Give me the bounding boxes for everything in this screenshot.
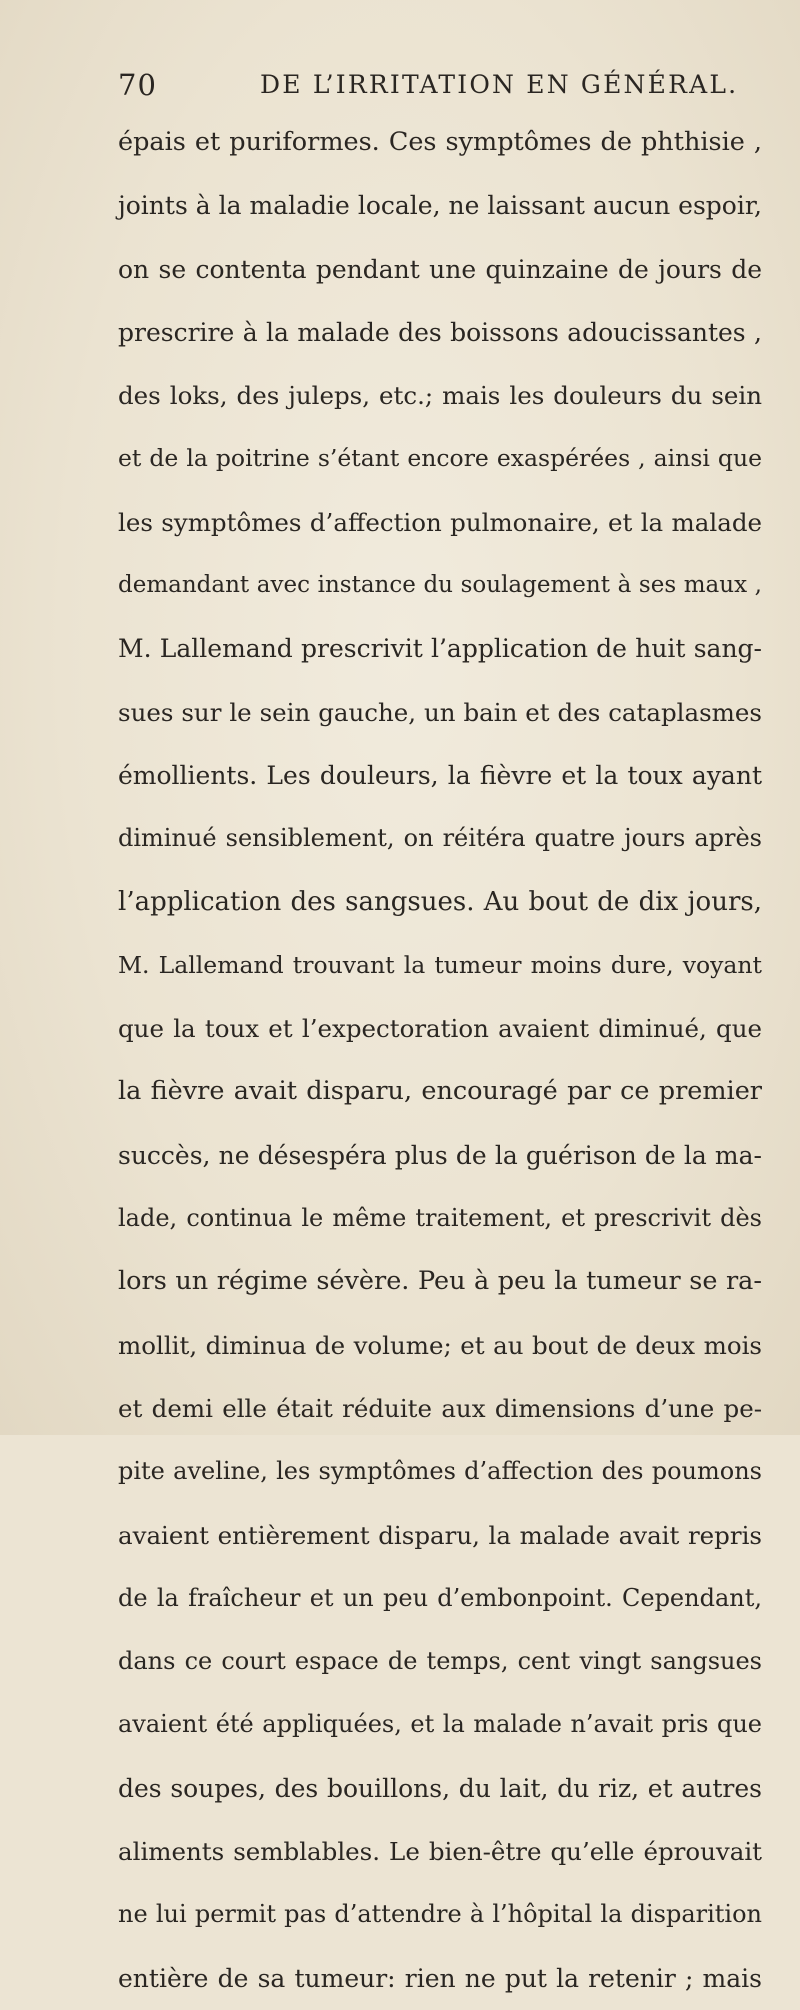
text-line: diminué sensiblement, on réitéra quatre jours après	[118, 824, 762, 853]
running-title: DE L’IRRITATION EN GÉNÉRAL.	[260, 70, 739, 99]
text-line: de la fraîcheur et un peu d’embonpoint. Cependant,	[118, 1583, 762, 1612]
text-line: épais et puriformes. Ces symptômes de phthisie ,	[118, 127, 762, 157]
text-line: demandant avec instance du soulagement à ses maux ,	[118, 572, 762, 599]
text-line: ne lui permit pas d’attendre à l’hôpital la disparition	[118, 1900, 762, 1929]
text-line: et de la poitrine s’étant encore exaspérées , ainsi que	[118, 444, 762, 473]
text-line: que la toux et l’expectoration avaient diminué, que	[118, 1014, 762, 1044]
page-number: 70	[118, 68, 157, 102]
text-line: émollients. Les douleurs, la fièvre et la toux ayant	[118, 760, 762, 790]
text-line: la fièvre avait disparu, encouragé par ce premier	[118, 1076, 762, 1107]
text-line: dans ce court espace de temps, cent vingt sangsues	[118, 1647, 762, 1676]
page-header	[118, 68, 758, 108]
text-line: lade, continua le même traitement, et prescrivit dès	[118, 1204, 762, 1233]
text-line: M. Lallemand trouvant la tumeur moins dure, voyant	[118, 950, 762, 979]
body-text	[118, 111, 762, 2010]
text-line: des soupes, des bouillons, du lait, du riz, et autres	[118, 1773, 762, 1803]
text-line: et demi elle était réduite aux dimensions d’une pe-	[118, 1393, 762, 1423]
text-line: aliments semblables. Le bien-être qu’elle éprouvait	[118, 1837, 762, 1867]
text-line: joints à la maladie locale, ne laissant aucun espoir,	[118, 191, 762, 221]
text-line: entière de sa tumeur: rien ne put la retenir ; mais	[118, 1963, 762, 1993]
text-line: l’application des sangsues. Au bout de dix jours,	[118, 886, 762, 917]
text-line: pite aveline, les symptômes d’affection des poumons	[118, 1457, 762, 1486]
text-line: M. Lallemand prescrivit l’application de huit sang-	[118, 634, 762, 664]
text-line: prescrire à la malade des boissons adoucissantes ,	[118, 317, 762, 347]
text-line: avaient été appliquées, et la malade n’avait pris que	[118, 1710, 762, 1739]
text-line: des loks, des juleps, etc.; mais les douleurs du sein	[118, 381, 762, 411]
text-line: mollit, diminua de volume; et au bout de deux mois	[118, 1330, 762, 1360]
text-line: sues sur le sein gauche, un bain et des cataplasmes	[118, 697, 762, 727]
text-line: les symptômes d’affection pulmonaire, et la malade	[118, 507, 762, 537]
text-line: lors un régime sévère. Peu à peu la tumeur se ra-	[118, 1266, 762, 1297]
text-line: succès, ne désespéra plus de la guérison de la ma-	[118, 1140, 762, 1170]
text-line: avaient entièrement disparu, la malade avait repris	[118, 1520, 762, 1550]
text-line: on se contenta pendant une quinzaine de jours de	[118, 254, 762, 284]
